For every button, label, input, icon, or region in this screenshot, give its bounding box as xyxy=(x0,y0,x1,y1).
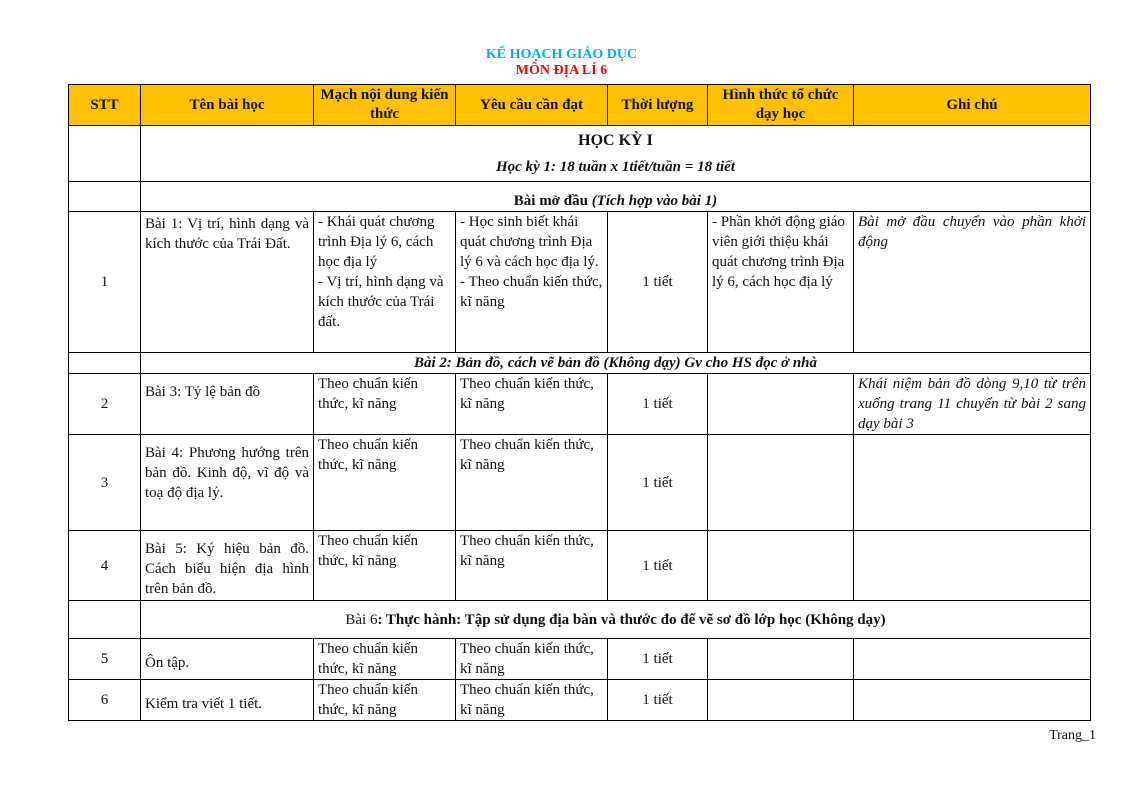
row4-content: Theo chuẩn kiến thức, kĩ năng xyxy=(314,531,456,601)
row6-stt: 6 xyxy=(69,680,141,721)
semester-cell xyxy=(141,126,1091,182)
row5-form xyxy=(708,639,854,680)
intro-section-bold: Bài mở đầu xyxy=(513,193,588,209)
row1-lesson xyxy=(141,212,314,353)
semester-stt-cell xyxy=(69,126,141,182)
row6-lesson xyxy=(141,680,314,721)
bai6-section-row xyxy=(69,601,1091,639)
page-number: Trang_1 xyxy=(1049,728,1096,743)
header-duration: Thời lượng xyxy=(608,85,708,126)
row4-stt: 4 xyxy=(69,531,141,601)
intro-section-cell xyxy=(141,182,1091,212)
semester-subtitle: Học kỳ 1: 18 tuần x 1tiết/tuần = 18 tiết xyxy=(496,158,735,175)
row3-lesson xyxy=(141,435,314,531)
intro-stt-cell xyxy=(69,182,141,212)
bai2-section-row xyxy=(69,353,1091,374)
row1-requirement: - Học sinh biết khái quát chương trình Địa lý 6 và cách học địa lý. - Theo chuẩn kiến thức, kĩ năng xyxy=(456,212,608,353)
table-row xyxy=(69,639,1091,680)
row5-requirement: Theo chuẩn kiến thức, kĩ năng xyxy=(456,639,608,680)
row5-lesson xyxy=(141,639,314,680)
table-row xyxy=(69,374,1091,435)
table-row xyxy=(69,680,1091,721)
row2-content: Theo chuẩn kiến thức, kĩ năng xyxy=(314,374,456,435)
row1-duration: 1 tiết xyxy=(608,212,708,353)
row4-lesson-text: Bài 5: Ký hiệu bản đồ. Cách biểu hiện địa hình trên bản đồ. xyxy=(145,541,309,597)
header-requirement: Yêu cầu cần đạt xyxy=(456,85,608,126)
row2-requirement: Theo chuẩn kiến thức, kĩ năng xyxy=(456,374,608,435)
row4-note xyxy=(854,531,1091,601)
row1-note: Bài mở đầu chuyển vào phần khởi động xyxy=(854,212,1091,353)
row5-content: Theo chuẩn kiến thức, kĩ năng xyxy=(314,639,456,680)
row2-lesson xyxy=(141,374,314,435)
row3-note xyxy=(854,435,1091,531)
table-row xyxy=(69,531,1091,601)
semester-row xyxy=(69,126,1091,182)
intro-section-row xyxy=(69,182,1091,212)
row1-lesson-text: Bài 1: Vị trí, hình dạng và kích thước của Trái Đất. xyxy=(145,216,309,252)
bai6-section-plain: Bài 6 xyxy=(345,611,378,628)
bai6-section-cell xyxy=(141,601,1091,639)
row4-duration: 1 tiết xyxy=(608,531,708,601)
document-subtitle: MÔN ĐỊA LÍ 6 xyxy=(515,63,608,78)
table-row xyxy=(69,212,1091,353)
document-title: KẾ HOẠCH GIÁO DỤC xyxy=(485,47,638,62)
table-header-row xyxy=(69,85,1091,126)
row5-note xyxy=(854,639,1091,680)
bai2-stt-cell xyxy=(69,353,141,374)
row4-lesson xyxy=(141,531,314,601)
bai2-section-cell: Bài 2: Bản đồ, cách vẽ bản đồ (Không dạy) Gv cho HS đọc ở nhà xyxy=(141,353,1091,374)
row3-form xyxy=(708,435,854,531)
row5-stt: 5 xyxy=(69,639,141,680)
row5-lesson-text: Ôn tập. xyxy=(145,655,190,671)
header-lesson: Tên bài học xyxy=(141,85,314,126)
row3-stt: 3 xyxy=(69,435,141,531)
intro-section-italic: (Tích hợp vào bài 1) xyxy=(591,193,718,209)
table-row xyxy=(69,435,1091,531)
row6-content: Theo chuẩn kiến thức, kĩ năng xyxy=(314,680,456,721)
row6-note xyxy=(854,680,1091,721)
row3-content: Theo chuẩn kiến thức, kĩ năng xyxy=(314,435,456,531)
education-plan-table xyxy=(68,84,1091,721)
row6-form xyxy=(708,680,854,721)
row3-requirement: Theo chuẩn kiến thức, kĩ năng xyxy=(456,435,608,531)
bai6-section-bold: : Thực hành: Tập sử dụng địa bàn và thước đo để vẽ sơ đồ lớp học (Không dạy) xyxy=(377,611,886,628)
row3-duration: 1 tiết xyxy=(608,435,708,531)
bai6-stt-cell xyxy=(69,601,141,639)
row3-lesson-text: Bài 4: Phương hướng trên bản đồ. Kinh độ, vĩ độ và toạ độ địa lý. xyxy=(145,445,309,501)
header-note: Ghi chú xyxy=(854,85,1091,126)
row6-requirement: Theo chuẩn kiến thức, kĩ năng xyxy=(456,680,608,721)
row1-content: - Khái quát chương trình Địa lý 6, cách học địa lý - Vị trí, hình dạng và kích thước của Trái đất. xyxy=(314,212,456,353)
row1-stt: 1 xyxy=(69,212,141,353)
header-form: Hình thức tổ chức dạy học xyxy=(708,85,854,126)
row2-form xyxy=(708,374,854,435)
semester-title: HỌC KỲ I xyxy=(578,131,653,149)
row6-lesson-text: Kiểm tra viết 1 tiết. xyxy=(145,696,263,712)
header-content: Mạch nội dung kiến thức xyxy=(314,85,456,126)
row5-duration: 1 tiết xyxy=(608,639,708,680)
row4-requirement: Theo chuẩn kiến thức, kĩ năng xyxy=(456,531,608,601)
row2-lesson-text: Bài 3: Tỷ lệ bản đồ xyxy=(145,384,261,400)
row2-stt: 2 xyxy=(69,374,141,435)
row6-duration: 1 tiết xyxy=(608,680,708,721)
row2-duration: 1 tiết xyxy=(608,374,708,435)
row2-note: Khái niệm bản đồ dòng 9,10 từ trên xuống trang 11 chuyển từ bài 2 sang dạy bài 3 xyxy=(854,374,1091,435)
header-stt: STT xyxy=(69,85,141,126)
row4-form xyxy=(708,531,854,601)
row1-form: - Phần khởi động giáo viên giới thiệu khái quát chương trình Địa lý 6, cách học địa lý xyxy=(708,212,854,353)
